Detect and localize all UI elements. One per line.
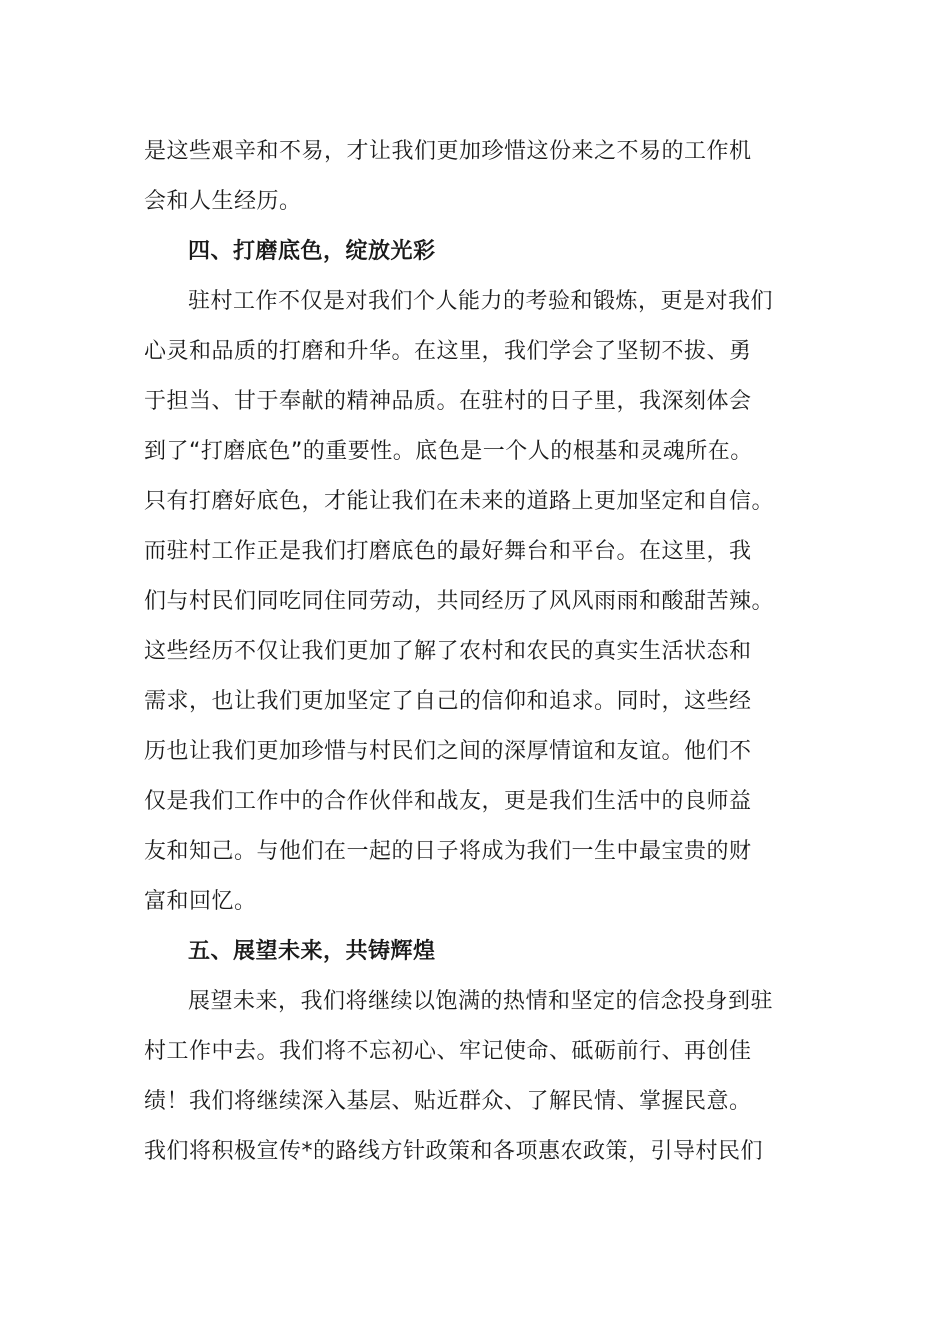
text-line: 展望未来，我们将继续以饱满的热情和坚定的信念投身到驻 [188, 989, 774, 1014]
text-line: 友和知己。与他们在一起的日子将成为我们一生中最宝贵的财 [144, 839, 752, 864]
text-line: 是这些艰辛和不易，才让我们更加珍惜这份来之不易的工作机 [144, 139, 752, 164]
text-line: 这些经历不仅让我们更加了解了农村和农民的真实生活状态和 [144, 639, 752, 664]
document-body [144, 127, 810, 1177]
text-line: 富和回忆。 [144, 889, 257, 914]
text-line: 历也让我们更加珍惜与村民们之间的深厚情谊和友谊。他们不 [144, 739, 752, 764]
text-line: 我们将积极宣传*的路线方针政策和各项惠农政策，引导村民们 [144, 1139, 764, 1164]
paragraph [144, 277, 810, 927]
text-line: 驻村工作不仅是对我们个人能力的考验和锻炼，更是对我们 [188, 289, 774, 314]
text-line: 心灵和品质的打磨和升华。在这里，我们学会了坚韧不拔、勇 [144, 339, 752, 364]
paragraph [144, 977, 810, 1177]
section-heading: 五、展望未来，共铸辉煌 [188, 939, 436, 964]
text-line: 到了“打磨底色”的重要性。底色是一个人的根基和灵魂所在。 [144, 439, 753, 464]
text-line: 只有打磨好底色，才能让我们在未来的道路上更加坚定和自信。 [144, 489, 775, 514]
section-heading: 四、打磨底色，绽放光彩 [188, 239, 436, 264]
text-line: 绩！我们将继续深入基层、贴近群众、了解民情、掌握民意。 [144, 1089, 752, 1114]
text-line: 而驻村工作正是我们打磨底色的最好舞台和平台。在这里，我 [144, 539, 752, 564]
text-line: 于担当、甘于奉献的精神品质。在驻村的日子里，我深刻体会 [144, 389, 752, 414]
text-line: 需求，也让我们更加坚定了自己的信仰和追求。同时，这些经 [144, 689, 752, 714]
paragraph [144, 127, 810, 227]
text-line: 会和人生经历。 [144, 189, 302, 214]
text-line: 们与村民们同吃同住同劳动，共同经历了风风雨雨和酸甜苦辣。 [144, 589, 775, 614]
text-line: 仅是我们工作中的合作伙伴和战友，更是我们生活中的良师益 [144, 789, 752, 814]
text-line: 村工作中去。我们将不忘初心、牢记使命、砥砺前行、再创佳 [144, 1039, 752, 1064]
